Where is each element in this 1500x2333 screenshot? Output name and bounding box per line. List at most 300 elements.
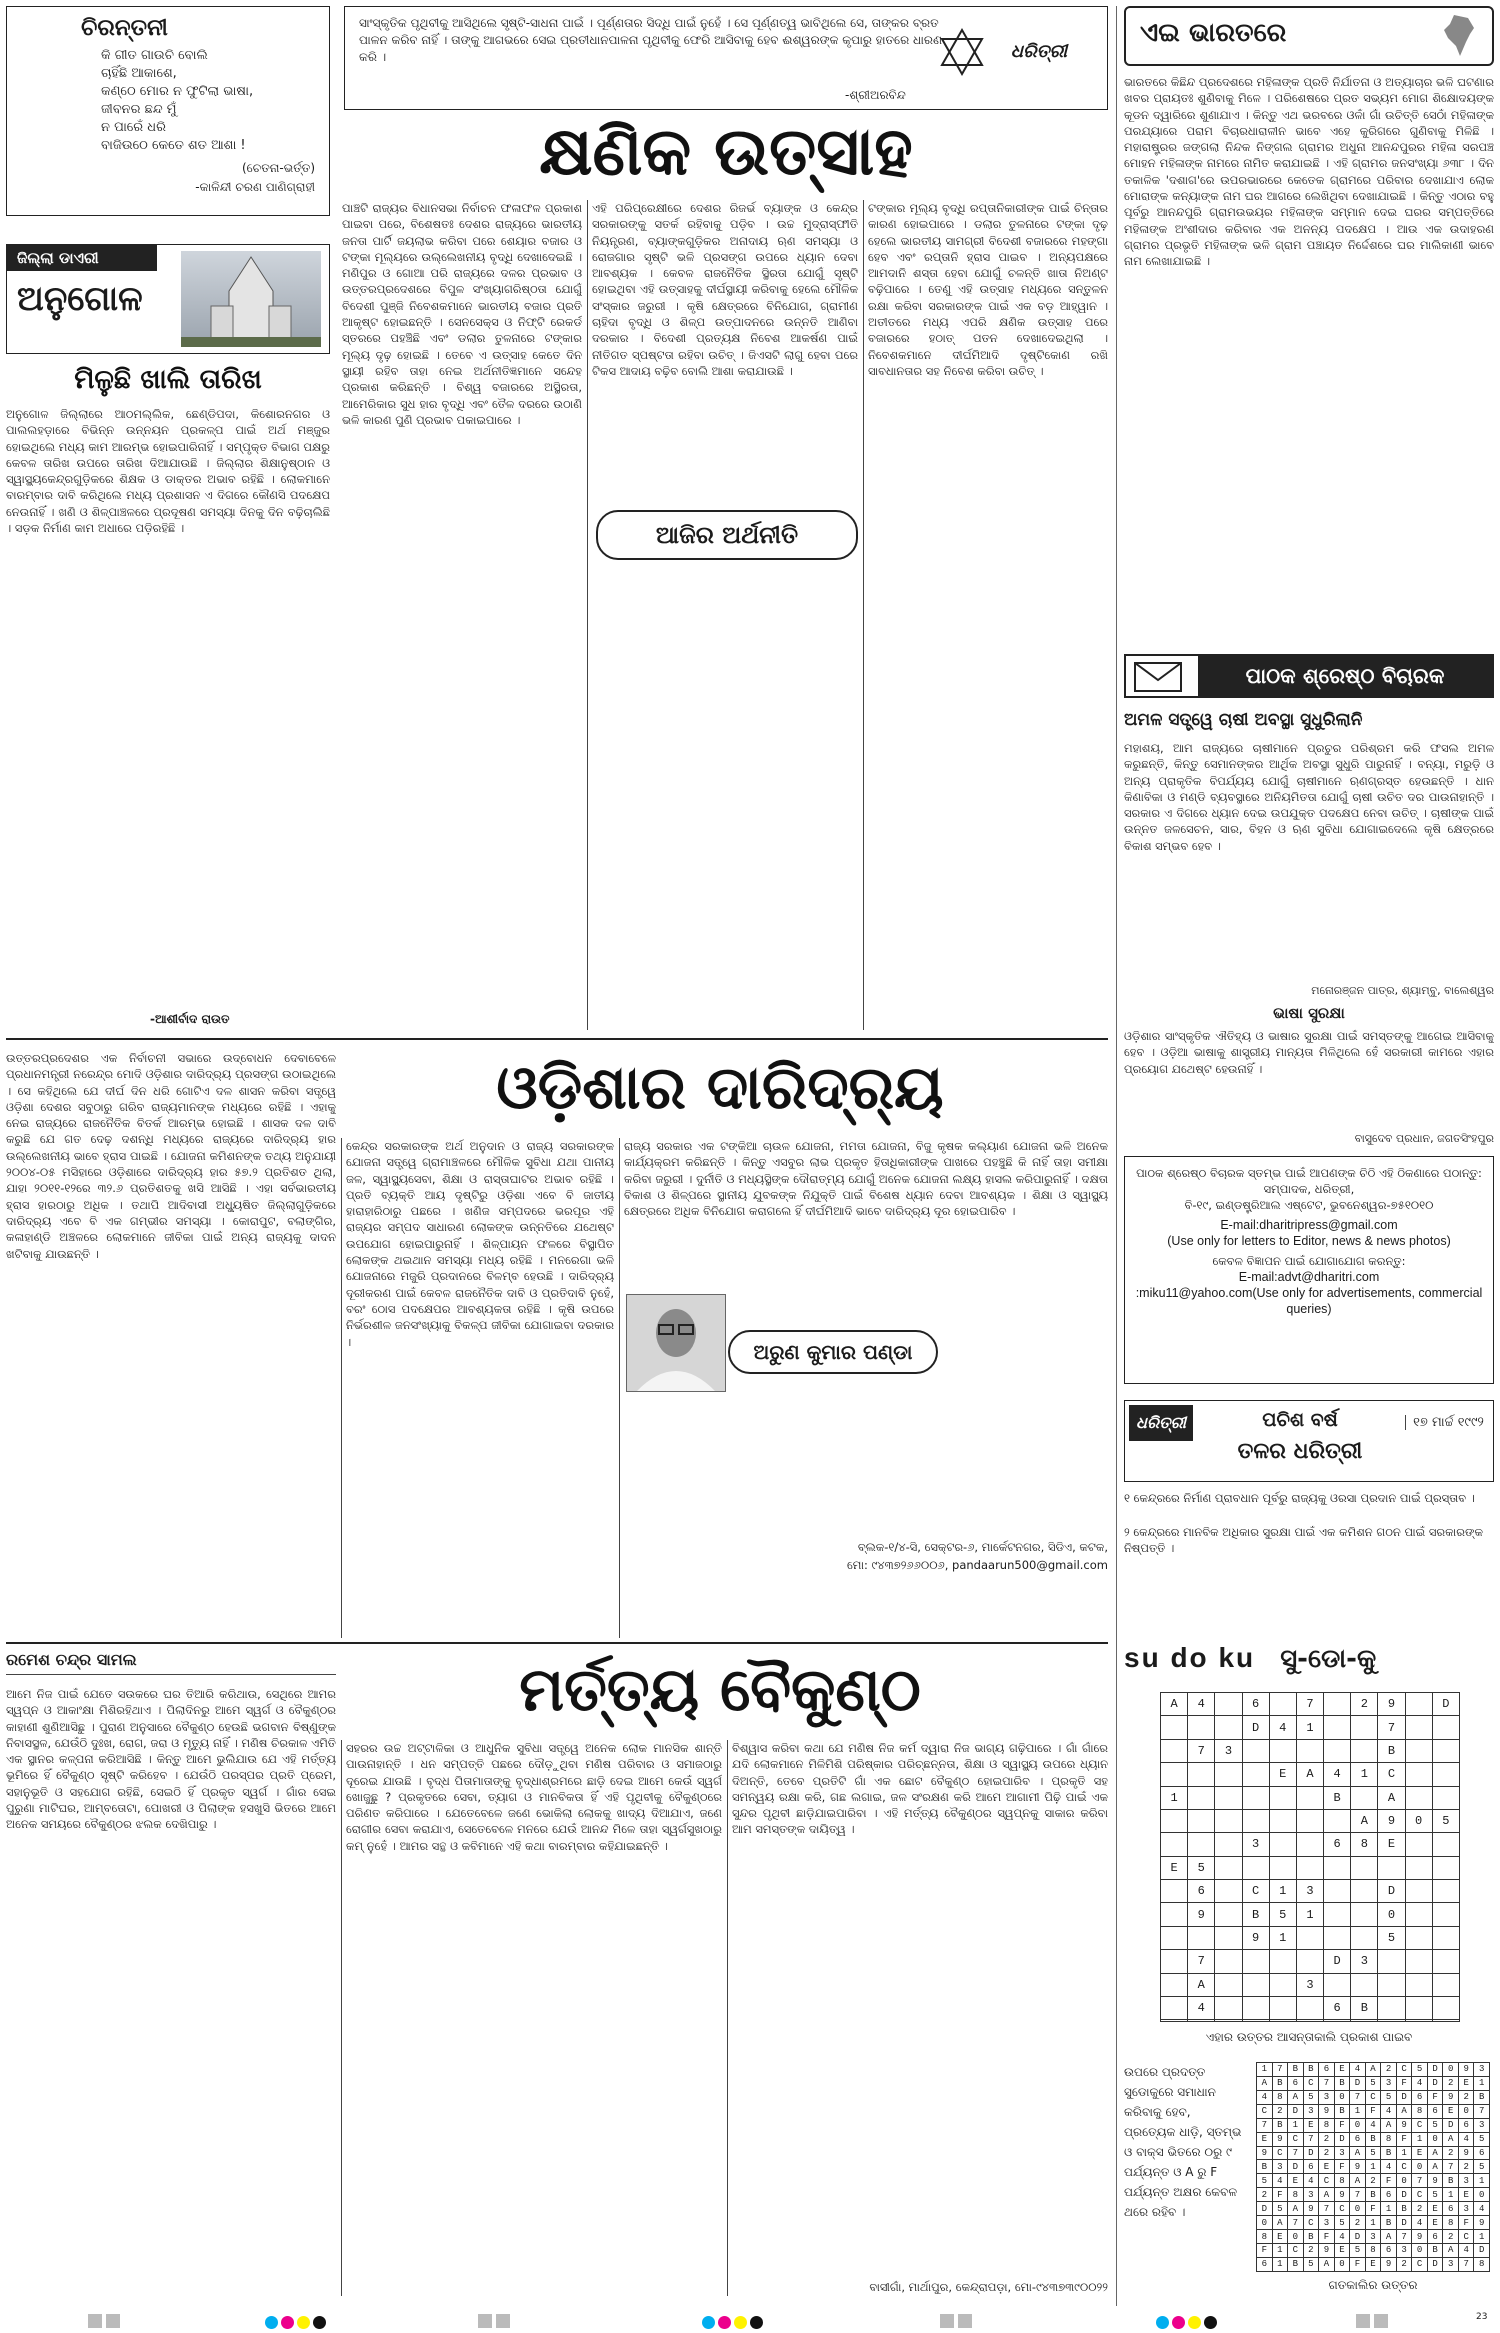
sudoku-cell[interactable] bbox=[1242, 1739, 1269, 1762]
sudoku-cell[interactable] bbox=[1324, 1716, 1351, 1739]
poem-line: ଚାହିଁଛି ଆକାଶେ, bbox=[101, 66, 177, 81]
sudoku-cell[interactable]: A bbox=[1351, 1809, 1378, 1832]
poem-line: ନ ପାରେଁ ଧରି bbox=[101, 120, 166, 135]
pachisa-brand: ଧରିତ୍ରୀ bbox=[1129, 1405, 1193, 1441]
sudoku-cell[interactable]: 4 bbox=[1188, 1693, 1215, 1716]
sudoku-cell[interactable] bbox=[1188, 1763, 1215, 1786]
sudoku-cell[interactable]: 3 bbox=[1296, 1880, 1323, 1903]
answer-cell: 7 bbox=[1257, 2118, 1273, 2132]
sudoku-cell[interactable] bbox=[1215, 1926, 1242, 1949]
answer-cell: 8 bbox=[1257, 2230, 1273, 2244]
contact-line: ପାଠକ ଶ୍ରେଷ୍ଠ ବିଚାରକ ସ୍ତମ୍ଭ ପାଇଁ ଆପଣଙ୍କ ଚିଠି ଏହି ଠିକଣାରେ ପଠାନ୍ତୁ: bbox=[1136, 1166, 1482, 1180]
sudoku-cell[interactable]: 5 bbox=[1269, 1903, 1296, 1926]
sudoku-cell[interactable] bbox=[1296, 2020, 1323, 2022]
sudoku-cell[interactable] bbox=[1296, 1739, 1323, 1762]
answer-cell: 6 bbox=[1319, 2063, 1335, 2077]
sudoku-cell[interactable] bbox=[1296, 1786, 1323, 1809]
answer-cell: 8 bbox=[1443, 2216, 1459, 2230]
sudoku-cell[interactable] bbox=[1215, 1856, 1242, 1879]
answer-cell: 3 bbox=[1443, 2257, 1459, 2271]
answer-cell: A bbox=[1443, 2132, 1459, 2146]
sudoku-cell[interactable] bbox=[1432, 1880, 1459, 1903]
answer-cell: 4 bbox=[1257, 2090, 1273, 2104]
letter1-signature: ମନୋରଞ୍ଜନ ପାତ୍ର, ଶ୍ୟାମ୍ବୁ, ବାଲେଶ୍ୱର bbox=[1311, 984, 1494, 997]
sudoku-cell[interactable]: A bbox=[1296, 1763, 1323, 1786]
sudoku-cell[interactable]: 0 bbox=[1405, 1809, 1432, 1832]
sudoku-cell[interactable] bbox=[1296, 1833, 1323, 1856]
answer-cell: 2 bbox=[1443, 2076, 1459, 2090]
sudoku-cell[interactable] bbox=[1242, 1996, 1269, 2019]
answer-row bbox=[1257, 2090, 1490, 2104]
martya-col2: ସହରର ଉଚ୍ଚ ଅଟ୍ଟାଳିକା ଓ ଆଧୁନିକ ସୁବିଧା ସତ୍ତ୍ୱେ ଅନେକ ଲୋକ ମାନସିକ ଶାନ୍ତି ପାଉନାହାନ୍ତି । ଧନ ସମ୍ପତ୍ତି ପଛରେ ଦୌଡ଼ୁଥିବା ମଣିଷ ପରିବାର ଓ ସମାଜଠାରୁ ଦୂରେଇ ଯାଉଛି । ବୃଦ୍ଧ ପିତାମାତାଙ୍କୁ ବୃଦ୍ଧାଶ୍ରମରେ ଛାଡ଼ି ଦେଇ ଆମେ କେଉଁ ସ୍ୱର୍ଗ ଖୋଜୁଛୁ ? ପ୍ରକୃତରେ ସେବା, ତ୍ୟାଗ ଓ ମାନବିକତା ହିଁ ଏହି ପୃଥିବୀକୁ ବୈକୁଣ୍ଠରେ ପରିଣତ କରିପାରେ । ଯେତେବେଳେ ଜଣେ ଭୋକିଲା ଲୋକକୁ ଖାଦ୍ୟ ଦିଆଯାଏ, ଜଣେ ରୋଗୀର ସେବା କରାଯାଏ, ସେତେବେଳେ ମନରେ ଯେଉଁ ଆନନ୍ଦ ମିଳେ ତାହା ସ୍ୱର୍ଗସୁଖଠାରୁ କମ୍ ନୁହେଁ । ଆମର ସନ୍ଥ ଓ କବିମାନେ ଏହି କଥା ବାରମ୍ବାର କହିଯାଇଛନ୍ତି । bbox=[346, 1741, 722, 1853]
answer-cell: A bbox=[1381, 2230, 1397, 2244]
sudoku-cell[interactable] bbox=[1378, 1973, 1405, 1996]
sudoku-cell[interactable]: 1 bbox=[1269, 1926, 1296, 1949]
sudoku-cell[interactable] bbox=[1269, 1856, 1296, 1879]
sudoku-cell[interactable]: 3 bbox=[1296, 1973, 1323, 1996]
sudoku-cell[interactable] bbox=[1405, 1786, 1432, 1809]
contact-box bbox=[1124, 1156, 1494, 1384]
answer-cell: 5 bbox=[1427, 2188, 1443, 2202]
sudoku-cell[interactable] bbox=[1296, 1950, 1323, 1973]
sudoku-cell[interactable]: 7 bbox=[1378, 1716, 1405, 1739]
sudoku-cell[interactable] bbox=[1324, 1693, 1351, 1716]
sudoku-cell[interactable] bbox=[1242, 2020, 1269, 2022]
sudoku-cell[interactable] bbox=[1432, 1833, 1459, 1856]
sudoku-cell[interactable]: 9 bbox=[1378, 1809, 1405, 1832]
sudoku-cell[interactable]: B bbox=[1351, 1996, 1378, 2019]
author-name: ଅରୁଣ କୁମାର ପଣ୍ଡା bbox=[728, 1330, 938, 1374]
answer-cell: D bbox=[1474, 2243, 1490, 2257]
contact-email2[interactable]: E-mail:advt@dharitri.com bbox=[1238, 1270, 1380, 1284]
answer-cell: B bbox=[1381, 2216, 1397, 2230]
answer-cell: 4 bbox=[1412, 2216, 1428, 2230]
answer-cell: 8 bbox=[1272, 2090, 1288, 2104]
sudoku-cell[interactable]: 2 bbox=[1351, 1693, 1378, 1716]
sudoku-cell[interactable] bbox=[1432, 1786, 1459, 1809]
sudoku-cell[interactable] bbox=[1296, 1926, 1323, 1949]
sudoku-note: ଏହାର ଉତ୍ତର ଆସନ୍ତାକାଲି ପ୍ରକାଶ ପାଇବ bbox=[1205, 2030, 1413, 2044]
answer-cell: C bbox=[1288, 2243, 1304, 2257]
sudoku-cell[interactable] bbox=[1269, 1950, 1296, 1973]
sudoku-cell[interactable] bbox=[1161, 1950, 1188, 1973]
sudoku-cell[interactable]: 0 bbox=[1378, 1903, 1405, 1926]
sudoku-cell[interactable] bbox=[1242, 1950, 1269, 1973]
sudoku-cell[interactable] bbox=[1161, 1763, 1188, 1786]
answer-cell: 3 bbox=[1272, 2160, 1288, 2174]
sudoku-cell[interactable] bbox=[1432, 1903, 1459, 1926]
answer-cell: F bbox=[1334, 2118, 1350, 2132]
sudoku-cell[interactable] bbox=[1405, 1950, 1432, 1973]
sudoku-cell[interactable]: 3 bbox=[1351, 1950, 1378, 1973]
chirantani-poem bbox=[101, 47, 315, 155]
sudoku-cell[interactable] bbox=[1405, 1996, 1432, 2019]
sudoku-cell[interactable]: 7 bbox=[1296, 1693, 1323, 1716]
sudoku-cell[interactable] bbox=[1242, 1809, 1269, 1832]
sudoku-cell[interactable] bbox=[1269, 2020, 1296, 2022]
sudoku-cell[interactable]: 1 bbox=[1161, 1786, 1188, 1809]
contact-email3[interactable]: :miku11@yahoo.com(Use only for advertisements, commercial queries) bbox=[1135, 1286, 1483, 1316]
sudoku-cell[interactable]: 5 bbox=[1378, 1926, 1405, 1949]
answer-cell: 5 bbox=[1350, 2243, 1366, 2257]
answer-row bbox=[1257, 2243, 1490, 2257]
answer-cell: 6 bbox=[1427, 2230, 1443, 2244]
sudoku-cell[interactable]: B bbox=[1242, 1903, 1269, 1926]
sudoku-cell[interactable] bbox=[1405, 1716, 1432, 1739]
answer-cell: 9 bbox=[1257, 2146, 1273, 2160]
sudoku-cell[interactable]: B bbox=[1324, 1786, 1351, 1809]
sudoku-cell[interactable] bbox=[1405, 1739, 1432, 1762]
sudoku-cell[interactable] bbox=[1405, 1903, 1432, 1926]
sudoku-cell[interactable] bbox=[1405, 1693, 1432, 1716]
answer-cell: 7 bbox=[1288, 2216, 1304, 2230]
sudoku-cell[interactable] bbox=[1351, 1926, 1378, 1949]
sudoku-cell[interactable] bbox=[1405, 2020, 1432, 2022]
sudoku-cell[interactable] bbox=[1324, 1809, 1351, 1832]
answer-row bbox=[1257, 2132, 1490, 2146]
answer-cell: F bbox=[1319, 2230, 1335, 2244]
sudoku-cell[interactable] bbox=[1161, 2020, 1188, 2022]
sudoku-cell[interactable] bbox=[1188, 2020, 1215, 2022]
answer-cell: B bbox=[1272, 2076, 1288, 2090]
sudoku-cell[interactable] bbox=[1378, 1950, 1405, 1973]
sudoku-cell[interactable]: 8 bbox=[1351, 1833, 1378, 1856]
sudoku-cell[interactable] bbox=[1378, 1856, 1405, 1879]
answer-cell: A bbox=[1257, 2076, 1273, 2090]
answer-cell: 4 bbox=[1474, 2202, 1490, 2216]
sudoku-cell[interactable]: 9 bbox=[1378, 1693, 1405, 1716]
answer-cell: C bbox=[1257, 2104, 1273, 2118]
answer-cell: 3 bbox=[1319, 2090, 1335, 2104]
answer-row bbox=[1257, 2146, 1490, 2160]
sudoku-cell[interactable] bbox=[1215, 1693, 1242, 1716]
sudoku-cell[interactable] bbox=[1324, 1880, 1351, 1903]
answer-cell: 6 bbox=[1427, 2104, 1443, 2118]
sudoku-cell[interactable]: 4 bbox=[1188, 1996, 1215, 2019]
sudoku-cell[interactable]: A bbox=[1161, 1693, 1188, 1716]
sudoku-cell[interactable] bbox=[1161, 1926, 1188, 1949]
sudoku-row bbox=[1161, 1973, 1460, 1996]
sudoku-cell[interactable]: 7 bbox=[1188, 1739, 1215, 1762]
ajibhaabana-banner bbox=[1124, 6, 1494, 66]
sudoku-cell[interactable] bbox=[1351, 2020, 1378, 2022]
sudoku-cell[interactable] bbox=[1351, 1716, 1378, 1739]
sudoku-cell[interactable]: A bbox=[1188, 1973, 1215, 1996]
sudoku-cell[interactable] bbox=[1269, 1786, 1296, 1809]
sudoku-cell[interactable]: 9 bbox=[1242, 1926, 1269, 1949]
sudoku-cell[interactable]: 4 bbox=[1269, 1716, 1296, 1739]
sudoku-cell[interactable] bbox=[1378, 1996, 1405, 2019]
answer-cell: 7 bbox=[1303, 2132, 1319, 2146]
sudoku-table bbox=[1160, 1692, 1460, 2022]
answer-row bbox=[1257, 2216, 1490, 2230]
sudoku-cell[interactable] bbox=[1161, 1739, 1188, 1762]
answer-cell: 4 bbox=[1272, 2174, 1288, 2188]
sudoku-cell[interactable]: D bbox=[1242, 1716, 1269, 1739]
sudoku-cell[interactable]: D bbox=[1378, 1880, 1405, 1903]
sudoku-cell[interactable] bbox=[1432, 1996, 1459, 2019]
sudoku-cell[interactable] bbox=[1215, 1786, 1242, 1809]
chirantani-title: ଚିରନ୍ତନୀ bbox=[81, 15, 168, 41]
sudoku-cell[interactable] bbox=[1351, 1739, 1378, 1762]
answer-table bbox=[1256, 2062, 1490, 2272]
quote-text: ସାଂସ୍କୃତିକ ପୃଥିବୀକୁ ଆସିଥିଲେ ସୃଷ୍ଟି-ସାଧନା ପାଇଁ । ପୂର୍ଣ୍ଣତାର ସିଦ୍ଧି ପାଇଁ ନୁହେଁ । ସେ ପୂର୍ଣ୍ଣତ୍ୱ ଭାବିଥିଲେ ସେ, ତାଙ୍କର ବ୍ରତ ପାଳନ କରିବ ନାହିଁ । ତାଙ୍କୁ ଆଗଭରେ ସେଇ ପ୍ରତୀଧାନପାଳନା ପୃଥିବୀକୁ ଫେରି ଆସିବାକୁ ହେବ ଈଶ୍ୱରଙ୍କ କୃପାରୁ ହାତରେ ଧାରଣ କରି । bbox=[359, 16, 943, 64]
sudoku-cell[interactable] bbox=[1215, 1833, 1242, 1856]
sudoku-row bbox=[1161, 1926, 1460, 1949]
sudoku-cell[interactable] bbox=[1405, 1880, 1432, 1903]
martya-headline: ମର୍ତ୍ତ୍ୟ ବୈକୁଣ୍ଠ bbox=[519, 1655, 921, 1725]
sudoku-cell[interactable] bbox=[1378, 2020, 1405, 2022]
sudoku-cell[interactable] bbox=[1188, 1786, 1215, 1809]
martya-author: ବାସୀଗାଁ, ମାର୍ଥାପୁର, କେନ୍ଦ୍ରାପଡ଼ା, ମୋ-୯୪୩୭୩୯୦୦୨୨ bbox=[869, 2280, 1108, 2294]
sudoku-cell[interactable]: A bbox=[1378, 1786, 1405, 1809]
answer-cell: 5 bbox=[1334, 2216, 1350, 2230]
sudoku-row bbox=[1161, 1716, 1460, 1739]
sudoku-cell[interactable] bbox=[1215, 1903, 1242, 1926]
answer-cell: 1 bbox=[1474, 2174, 1490, 2188]
answer-cell: 2 bbox=[1458, 2090, 1474, 2104]
sudoku-cell[interactable] bbox=[1432, 1926, 1459, 1949]
sudoku-row bbox=[1161, 1996, 1460, 2019]
quote-brand: ଧରିତ୍ରୀ bbox=[1010, 41, 1067, 62]
answer-cell: 7 bbox=[1458, 2257, 1474, 2271]
answer-cell: 0 bbox=[1334, 2090, 1350, 2104]
answer-cell: 3 bbox=[1303, 2188, 1319, 2202]
sudoku-cell[interactable] bbox=[1269, 1996, 1296, 2019]
sudoku-cell[interactable] bbox=[1269, 1739, 1296, 1762]
answer-cell: F bbox=[1396, 2076, 1412, 2090]
sudoku-cell[interactable] bbox=[1215, 2020, 1242, 2022]
sudoku-cell[interactable] bbox=[1351, 1973, 1378, 1996]
sudoku-row bbox=[1161, 1739, 1460, 1762]
answer-cell: 6 bbox=[1474, 2146, 1490, 2160]
answer-cell: 9 bbox=[1474, 2216, 1490, 2230]
sudoku-cell[interactable]: 9 bbox=[1188, 1903, 1215, 1926]
sudoku-cell[interactable] bbox=[1432, 1973, 1459, 1996]
sudoku-cell[interactable] bbox=[1351, 1880, 1378, 1903]
answer-row bbox=[1257, 2118, 1490, 2132]
answer-cell: 0 bbox=[1350, 2118, 1366, 2132]
sudoku-cell[interactable] bbox=[1188, 1926, 1215, 1949]
answer-cell: E bbox=[1303, 2118, 1319, 2132]
sudoku-cell[interactable] bbox=[1432, 1763, 1459, 1786]
sudoku-cell[interactable] bbox=[1269, 1973, 1296, 1996]
answer-cell: 1 bbox=[1412, 2132, 1428, 2146]
sudoku-cell[interactable] bbox=[1296, 1809, 1323, 1832]
answer-cell: 4 bbox=[1458, 2132, 1474, 2146]
letter2-heading: ଭାଷା ସୁରକ୍ଷା bbox=[1273, 1004, 1345, 1022]
answer-cell: D bbox=[1350, 2230, 1366, 2244]
sudoku-cell[interactable] bbox=[1242, 1786, 1269, 1809]
sudoku-cell[interactable]: 6 bbox=[1242, 1693, 1269, 1716]
answer-cell: 6 bbox=[1350, 2132, 1366, 2146]
sudoku-cell[interactable] bbox=[1405, 1926, 1432, 1949]
answer-cell: A bbox=[1272, 2216, 1288, 2230]
answer-cell: 6 bbox=[1381, 2243, 1397, 2257]
answer-cell: 9 bbox=[1458, 2146, 1474, 2160]
answer-cell: B bbox=[1303, 2230, 1319, 2244]
sudoku-cell[interactable]: C bbox=[1378, 1763, 1405, 1786]
sudoku-cell[interactable] bbox=[1432, 1716, 1459, 1739]
answer-cell: E bbox=[1443, 2104, 1459, 2118]
answer-cell: F bbox=[1365, 2104, 1381, 2118]
sudoku-cell[interactable] bbox=[1242, 1856, 1269, 1879]
sudoku-cell[interactable]: C bbox=[1242, 1880, 1269, 1903]
answer-cell: B bbox=[1257, 2160, 1273, 2174]
answer-cell: 5 bbox=[1427, 2118, 1443, 2132]
answer-cell: A bbox=[1381, 2118, 1397, 2132]
answer-cell: 0 bbox=[1288, 2230, 1304, 2244]
sudoku-cell[interactable] bbox=[1324, 2020, 1351, 2022]
answer-cell: D bbox=[1427, 2063, 1443, 2077]
answer-cell: 5 bbox=[1303, 2257, 1319, 2271]
sudoku-cell[interactable] bbox=[1269, 1809, 1296, 1832]
answer-row bbox=[1257, 2160, 1490, 2174]
answer-cell: 3 bbox=[1381, 2076, 1397, 2090]
sudoku-cell[interactable]: 3 bbox=[1215, 1739, 1242, 1762]
sudoku-cell[interactable] bbox=[1215, 1880, 1242, 1903]
sudoku-cell[interactable] bbox=[1405, 1973, 1432, 1996]
poverty-col1: ଉତ୍ତରପ୍ରଦେଶର ଏକ ନିର୍ବାଚନୀ ସଭାରେ ଉଦ୍‌ବୋଧନ ଦେବାବେଳେ ପ୍ରଧାନମନ୍ତ୍ରୀ ନରେନ୍ଦ୍ର ମୋଦି ଓଡ଼ିଶାର ଦାରିଦ୍ର୍ୟ ପ୍ରସଙ୍ଗ ଉଠାଇଥିଲେ । ସେ କହିଥିଲେ ଯେ ଦୀର୍ଘ ଦିନ ଧରି ଗୋଟିଏ ଦଳ ଶାସନ କରିବା ସତ୍ତ୍ୱେ ଓଡ଼ିଶା ଦେଶର ସବୁଠାରୁ ଗରିବ ରାଜ୍ୟମାନଙ୍କ ମଧ୍ୟରେ ରହିଛି । ଏହାକୁ ନେଇ ରାଜ୍ୟରେ ରାଜନୈତିକ ବିତର୍କ ଆରମ୍ଭ ହୋଇଛି । ଶାସକ ଦଳ ଦାବି କରୁଛି ଯେ ଗତ ଦେଢ଼ ଦଶନ୍ଧି ମଧ୍ୟରେ ରାଜ୍ୟରେ ଦାରିଦ୍ର୍ୟ ହାର ଉଲ୍ଲେଖନୀୟ ଭାବେ ହ୍ରାସ ପାଇଛି । ଯୋଜନା କମିଶନଙ୍କ ତଥ୍ୟ ଅନୁଯାୟୀ ୨୦୦୪-୦୫ ମସିହାରେ ଓଡ଼ିଶାରେ ଦାରିଦ୍ର୍ୟ ହାର ୫୭.୨ ପ୍ରତିଶତ ଥିଲା, ଯାହା ୨୦୧୧-୧୨ରେ ୩୨.୬ ପ୍ରତିଶତକୁ ଖସି ଆସିଛି । ଏହା ସର୍ବଭାରତୀୟ ହ୍ରାସ ହାରଠାରୁ ଅଧିକ । ତଥାପି ଆଦିବାସୀ ଅଧ୍ୟୁଷିତ ଜିଲ୍ଲାଗୁଡ଼ିକରେ ଦାରିଦ୍ର୍ୟ ଏବେ ବି ଏକ ଗମ୍ଭୀର ସମସ୍ୟା । କୋରାପୁଟ, ବଲାଙ୍ଗିର, କଳାହାଣ୍ଡି ଅଞ୍ଚଳରେ ଲୋକମାନେ ଜୀବିକା ପାଇଁ ଅନ୍ୟ ରାଜ୍ୟକୁ ଦାଦନ ଖଟିବାକୁ ଯାଉଛନ୍ତି । bbox=[6, 1051, 336, 1261]
answer-cell: 1 bbox=[1257, 2063, 1273, 2077]
sudoku-cell[interactable] bbox=[1215, 1973, 1242, 1996]
sudoku-cell[interactable]: E bbox=[1378, 1833, 1405, 1856]
answer-cell: E bbox=[1334, 2063, 1350, 2077]
sudoku-cell[interactable]: 4 bbox=[1324, 1763, 1351, 1786]
sudoku-cell[interactable] bbox=[1324, 1739, 1351, 1762]
sudoku-cell[interactable] bbox=[1188, 1716, 1215, 1739]
answer-cell: D bbox=[1396, 2188, 1412, 2202]
sudoku-cell[interactable] bbox=[1296, 1856, 1323, 1879]
sudoku-cell[interactable] bbox=[1188, 1809, 1215, 1832]
sudoku-cell[interactable] bbox=[1351, 1786, 1378, 1809]
answer-cell: B bbox=[1272, 2118, 1288, 2132]
answer-cell: 4 bbox=[1381, 2104, 1397, 2118]
sudoku-cell[interactable] bbox=[1161, 1716, 1188, 1739]
sudoku-cell[interactable] bbox=[1242, 1763, 1269, 1786]
answer-cell: 5 bbox=[1474, 2132, 1490, 2146]
answer-cell: B bbox=[1288, 2257, 1304, 2271]
sudoku-row bbox=[1161, 1763, 1460, 1786]
answer-cell: A bbox=[1427, 2160, 1443, 2174]
sudoku-cell[interactable]: D bbox=[1432, 1693, 1459, 1716]
sudoku-cell[interactable] bbox=[1405, 1833, 1432, 1856]
sudoku-cell[interactable] bbox=[1188, 1833, 1215, 1856]
answer-cell: 5 bbox=[1412, 2063, 1428, 2077]
sudoku-cell[interactable] bbox=[1161, 1809, 1188, 1832]
chirantani-source: (ଚେତନା-ଭର୍ତ୍ତ) bbox=[242, 161, 315, 175]
sudoku-cell[interactable]: 6 bbox=[1324, 1833, 1351, 1856]
answer-cell: E bbox=[1272, 2230, 1288, 2244]
sudoku-cell[interactable]: E bbox=[1161, 1856, 1188, 1879]
sudoku-row bbox=[1161, 1856, 1460, 1879]
sudoku-cell[interactable] bbox=[1215, 1996, 1242, 2019]
sudoku-cell[interactable]: 1 bbox=[1351, 1763, 1378, 1786]
sudoku-cell[interactable] bbox=[1405, 1763, 1432, 1786]
letter1-heading: ଅମଳ ସତ୍ତ୍ୱେ ଚାଷୀ ଅବସ୍ଥା ସୁଧୁରିଲାନି bbox=[1124, 710, 1363, 730]
sudoku-cell[interactable] bbox=[1215, 1763, 1242, 1786]
sudoku-cell[interactable] bbox=[1432, 2020, 1459, 2022]
sudoku-cell[interactable]: 1 bbox=[1296, 1716, 1323, 1739]
sudoku-cell[interactable] bbox=[1242, 1973, 1269, 1996]
sudoku-cell[interactable]: 5 bbox=[1188, 1856, 1215, 1879]
sudoku-cell[interactable] bbox=[1324, 1903, 1351, 1926]
sudoku-title-en: su do ku bbox=[1124, 1642, 1256, 1673]
pachisa-box bbox=[1124, 1400, 1494, 1560]
answer-cell: 3 bbox=[1365, 2230, 1381, 2244]
answer-cell: C bbox=[1334, 2202, 1350, 2216]
answer-row bbox=[1257, 2257, 1490, 2271]
sudoku-row bbox=[1161, 1786, 1460, 1809]
sudoku-cell[interactable] bbox=[1161, 1996, 1188, 2019]
sudoku-cell[interactable] bbox=[1324, 1856, 1351, 1879]
answer-cell: D bbox=[1443, 2118, 1459, 2132]
sudoku-cell[interactable]: B bbox=[1378, 1739, 1405, 1762]
answer-cell: A bbox=[1288, 2090, 1304, 2104]
answer-cell: 2 bbox=[1319, 2132, 1335, 2146]
answer-cell: C bbox=[1412, 2118, 1428, 2132]
sudoku-cell[interactable] bbox=[1161, 1903, 1188, 1926]
answer-cell: E bbox=[1334, 2243, 1350, 2257]
sudoku-cell[interactable] bbox=[1432, 1739, 1459, 1762]
sudoku-cell[interactable]: 7 bbox=[1188, 1950, 1215, 1973]
sudoku-cell[interactable] bbox=[1324, 1926, 1351, 1949]
sudoku-cell[interactable] bbox=[1161, 1973, 1188, 1996]
answer-cell: B bbox=[1443, 2174, 1459, 2188]
sudoku-cell[interactable] bbox=[1161, 1880, 1188, 1903]
answer-cell: C bbox=[1288, 2132, 1304, 2146]
sudoku-cell[interactable] bbox=[1269, 1693, 1296, 1716]
sudoku-cell[interactable]: 6 bbox=[1324, 1996, 1351, 2019]
sudoku-cell[interactable]: 1 bbox=[1296, 1903, 1323, 1926]
sudoku-cell[interactable] bbox=[1351, 1856, 1378, 1879]
contact-email1[interactable]: E-mail:dharitripress@gmail.com bbox=[1220, 1218, 1398, 1232]
sudoku-cell[interactable] bbox=[1324, 1973, 1351, 1996]
sudoku-cell[interactable]: 3 bbox=[1242, 1833, 1269, 1856]
answer-cell: 5 bbox=[1303, 2090, 1319, 2104]
sudoku-cell[interactable]: 1 bbox=[1269, 1880, 1296, 1903]
answer-cell: 5 bbox=[1381, 2090, 1397, 2104]
sudoku-grid bbox=[1160, 1692, 1460, 2022]
sudoku-cell[interactable] bbox=[1432, 1856, 1459, 1879]
sudoku-cell[interactable] bbox=[1405, 1856, 1432, 1879]
district-diary bbox=[6, 244, 330, 354]
sudoku-cell[interactable]: 5 bbox=[1432, 1809, 1459, 1832]
answer-cell: A bbox=[1365, 2063, 1381, 2077]
footer-marks bbox=[0, 2310, 1500, 2333]
answer-cell: 9 bbox=[1350, 2160, 1366, 2174]
sudoku-cell[interactable] bbox=[1269, 1833, 1296, 1856]
sudoku-cell[interactable]: D bbox=[1324, 1950, 1351, 1973]
sudoku-cell[interactable] bbox=[1215, 1716, 1242, 1739]
sudoku-cell[interactable] bbox=[1351, 1903, 1378, 1926]
sudoku-cell[interactable] bbox=[1161, 1833, 1188, 1856]
answer-cell: 2 bbox=[1396, 2257, 1412, 2271]
sudoku-cell[interactable] bbox=[1215, 1950, 1242, 1973]
answer-cell: 8 bbox=[1365, 2243, 1381, 2257]
answer-cell: 0 bbox=[1412, 2160, 1428, 2174]
answer-cell: 6 bbox=[1303, 2160, 1319, 2174]
sudoku-cell[interactable] bbox=[1432, 1950, 1459, 1973]
sudoku-cell[interactable]: E bbox=[1269, 1763, 1296, 1786]
temple-photo bbox=[181, 251, 321, 347]
answer-cell: 9 bbox=[1381, 2257, 1397, 2271]
poem-line: କି ଗୀତ ଗାଉଚି ବୋଲି bbox=[101, 48, 208, 63]
sudoku-cell[interactable]: 6 bbox=[1188, 1880, 1215, 1903]
sudoku-cell[interactable] bbox=[1296, 1996, 1323, 2019]
answer-cell: C bbox=[1303, 2076, 1319, 2090]
sudoku-cell[interactable] bbox=[1215, 1809, 1242, 1832]
